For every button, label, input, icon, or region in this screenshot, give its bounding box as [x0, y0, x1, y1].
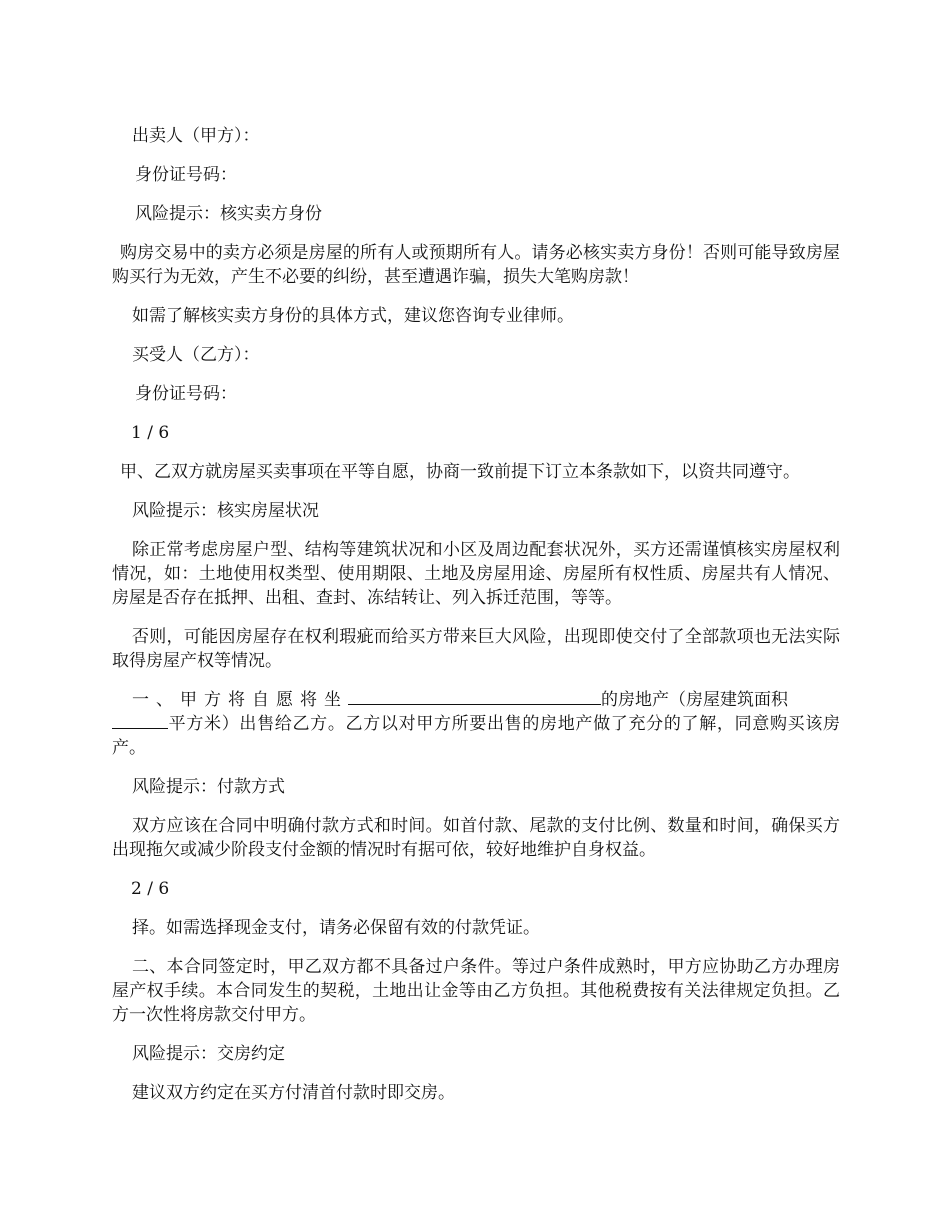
risk-title-handover: 风险提示：交房约定 [132, 1044, 285, 1064]
contract-document [112, 124, 840, 1120]
risk-advice-seller-identity: 如需了解核实卖方身份的具体方式，建议您咨询专业律师。 [132, 306, 574, 326]
risk-body-seller-identity: 购房交易中的卖方必须是房屋的所有人或预期所有人。请务必核实卖方身份！否则可能导致房屋购买行为无效，产生不必要的纠纷，甚至遭遇诈骗，损失大笔购房款！ [112, 243, 840, 287]
page-number-2: 2 / 6 [131, 879, 170, 899]
clause-1-prefix: 一、甲方将自愿将坐 [132, 690, 348, 710]
risk-title-seller-identity: 风险提示：核实卖方身份 [135, 204, 322, 224]
risk-body-handover: 建议双方约定在买方付清首付款时即交房。 [132, 1083, 455, 1103]
seller-id-label: 身份证号码： [135, 165, 237, 185]
buyer-id-label: 身份证号码： [135, 384, 237, 404]
risk-body-property-status: 除正常考虑房屋户型、结构等建筑状况和小区及周边配套状况外，买方还需谨慎核实房屋权利情况，如：土地使用权类型、使用期限、土地及房屋用途、房屋所有权性质、房屋共有人情况、房屋是否存在抵押、出租、查封、冻结转让、列入拆迁范围，等等。 [112, 540, 840, 608]
property-location-blank [348, 688, 601, 705]
buyer-label: 买受人（乙方）： [132, 345, 260, 365]
clause-1-suffix: 平方米）出售给乙方。乙方以对甲方所要出售的房地产做了充分的了解，同意购买该房产。 [112, 714, 840, 758]
page-number-1: 1 / 6 [131, 423, 170, 443]
risk-title-payment-method: 风险提示：付款方式 [132, 777, 285, 797]
clause-1 [112, 688, 840, 760]
risk-consequence-property-status: 否则，可能因房屋存在权利瑕疵而给买方带来巨大风险，出现即使交付了全部款项也无法实际取得房屋产权等情况。 [112, 627, 840, 671]
clause-1-middle: 的房地产（房屋建筑面积 [601, 690, 788, 710]
clause-2: 二、本合同签定时，甲乙双方都不具备过户条件。等过户条件成熟时，甲方应协助乙方办理房屋产权手续。本合同发生的契税，土地出让金等由乙方负担。其他税费按有关法律规定负担。乙方一次性将房款交付甲方。 [112, 957, 840, 1025]
building-area-blank [112, 712, 168, 729]
seller-label: 出卖人（甲方）： [132, 126, 260, 146]
agreement-intro: 甲、乙双方就房屋买卖事项在平等自愿，协商一致前提下订立本条款如下，以资共同遵守。 [120, 462, 800, 482]
risk-title-property-status: 风险提示：核实房屋状况 [132, 501, 319, 521]
risk-body-payment-method: 双方应该在合同中明确付款方式和时间。如首付款、尾款的支付比例、数量和时间，确保买方出现拖欠或减少阶段支付金额的情况时有据可依，较好地维护自身权益。 [112, 816, 840, 860]
cash-payment-note: 择。如需选择现金支付，请务必保留有效的付款凭证。 [132, 918, 540, 938]
